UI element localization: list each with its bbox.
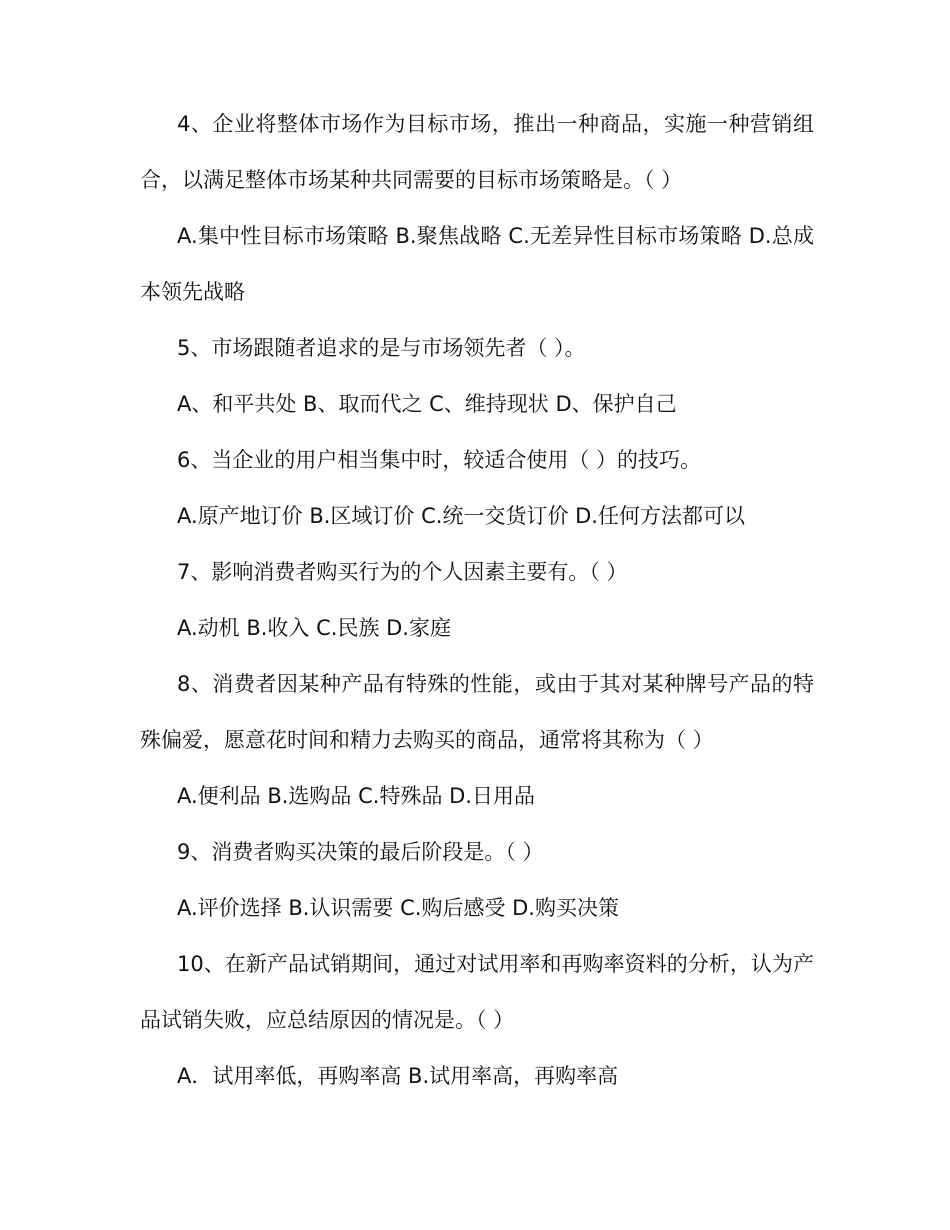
question-8-options: A.便利品 B.选购品 C.特殊品 D.日用品: [177, 784, 535, 808]
question-10-options: A．试用率低，再购率高 B.试用率高，再购率高: [177, 1064, 619, 1088]
question-6-text: 6、当企业的用户相当集中时，较适合使用（ ）的技巧。: [177, 448, 702, 472]
question-5-text: 5、市场跟随者追求的是与市场领先者（ ）。: [177, 336, 586, 360]
question-5-options: A、和平共处 B、取而代之 C、维持现状 D、保护自己: [177, 392, 677, 416]
question-7-options: A.动机 B.收入 C.民族 D.家庭: [177, 616, 451, 640]
question-9-text: 9、消费者购买决策的最后阶段是。（ ）: [177, 840, 544, 864]
question-4-options: A.集中性目标市场策略 B.聚焦战略 C.无差异性目标市场策略 D.总成本领先战略: [140, 224, 814, 304]
document-page: [140, 96, 814, 1104]
question-4-text: 4、企业将整体市场作为目标市场，推出一种商品，实施一种营销组合，以满足整体市场某种共同需要的目标市场策略是。（ ）: [140, 112, 814, 192]
question-6-options: A.原产地订价 B.区域订价 C.统一交货订价 D.任何方法都可以: [177, 504, 745, 528]
question-10-text: 10、在新产品试销期间，通过对试用率和再购率资料的分析，认为产品试销失败，应总结原因的情况是。（ ）: [140, 952, 814, 1032]
question-9-options: A.评价选择 B.认识需要 C.购后感受 D.购买决策: [177, 896, 619, 920]
question-8-text: 8、消费者因某种产品有特殊的性能，或由于其对某种牌号产品的特殊偏爱，愿意花时间和精力去购买的商品，通常将其称为（ ）: [140, 672, 814, 752]
question-7-text: 7、影响消费者购买行为的个人因素主要有。（ ）: [177, 560, 628, 584]
